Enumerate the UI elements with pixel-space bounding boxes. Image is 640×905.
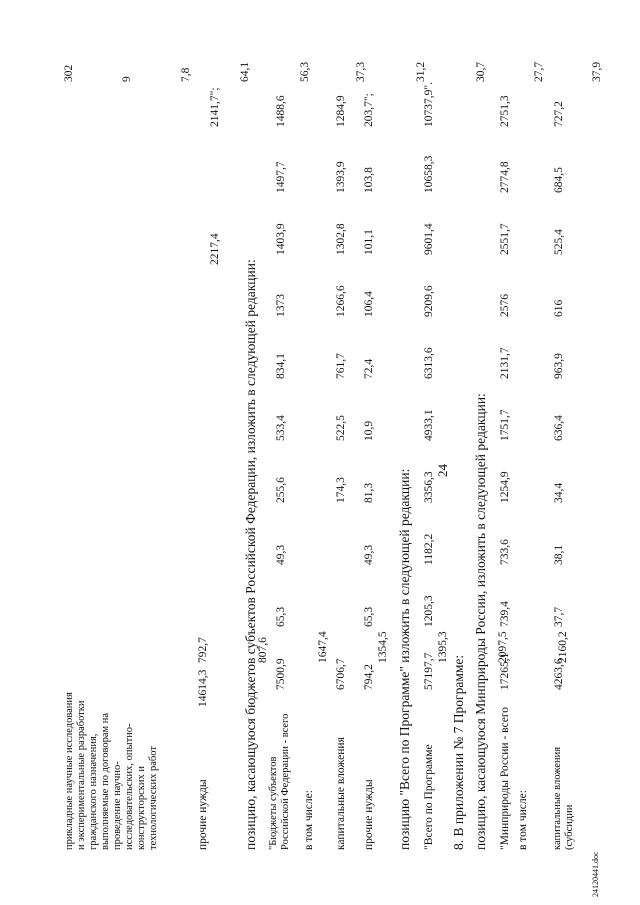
cell-mincap-y9: 727,2 xyxy=(553,101,565,127)
cell-regcap-y9: 1284,9 xyxy=(335,95,347,127)
cell-minprirody-y7: 2551,7 xyxy=(499,223,511,255)
cell-other-y5: 1395,3 xyxy=(437,631,449,663)
cell-minprirody-y8: 2774,8 xyxy=(499,161,511,193)
cell-research-y1: 9 xyxy=(121,76,133,82)
cell-mincap-y4: 636,4 xyxy=(553,415,565,441)
cell-regother-total: 794,2 xyxy=(363,664,375,690)
cell-mincap-y8: 684,5 xyxy=(553,167,565,193)
cell-regional-y1: 65,3 xyxy=(275,606,287,627)
cell-regional-total: 7500,9 xyxy=(275,658,287,690)
cell-minprirody-y9: 2751,3 xyxy=(499,95,511,127)
cell-program-y6: 9209,6 xyxy=(423,285,435,317)
cell-regional-y2: 49,3 xyxy=(275,544,287,565)
cell-minprirody-y2: 733,6 xyxy=(499,539,511,565)
cell-regother-y4: 10,9 xyxy=(363,420,375,441)
heading-program-total: позицию "Всего по Программе" изложить в следующей редакции: xyxy=(397,468,412,850)
cell-program-y8: 10658,3 xyxy=(423,155,435,193)
cell-research-y9: 37,9 xyxy=(591,61,603,82)
cell-other-y2: 807,6 xyxy=(257,637,269,663)
cell-minprirody-y4: 1751,7 xyxy=(499,409,511,441)
cell-other-y3: 1647,4 xyxy=(317,631,329,663)
cell-regother-y2: 49,3 xyxy=(363,544,375,565)
cell-minprirody-y3: 1254,9 xyxy=(499,471,511,503)
cell-other-y1: 792,7 xyxy=(197,637,209,663)
cell-regional-y9: 1488,6 xyxy=(275,95,287,127)
cell-regcap-y4: 522,5 xyxy=(335,415,347,441)
cell-research-y2: 7,8 xyxy=(180,67,192,82)
cell-regcap-y6: 1266,6 xyxy=(335,285,347,317)
cell-minprirody-y1: 739,4 xyxy=(499,601,511,627)
cell-other-y6: 2097,5 xyxy=(497,631,509,663)
cell-program-y3: 3356,3 xyxy=(423,471,435,503)
row-label-regional-budgets: "Бюджеты субъектов Российской Федерации - всего xyxy=(268,713,291,850)
cell-minprirody-y5: 2131,7 xyxy=(499,347,511,379)
row-label-applied-research: прикладные научные исследования и экспериментальные разработки гражданского назначения, выполняемые по договорам на проведение научно-исследовательских, опытно-конструкторских и технологических работ xyxy=(64,692,159,850)
cell-mincap-y6: 616 xyxy=(553,299,565,317)
cell-research-y5: 37,3 xyxy=(355,61,367,82)
cell-regother-y3: 81,3 xyxy=(363,482,375,503)
cell-program-total: 57197,7 xyxy=(423,652,435,690)
cell-regcap-total: 6706,7 xyxy=(335,658,347,690)
cell-program-y1: 1205,3 xyxy=(423,595,435,627)
row-label-other-needs: прочие нужды xyxy=(197,779,209,850)
cell-regcap-y3: 174,3 xyxy=(335,477,347,503)
cell-mincap-y2: 38,1 xyxy=(553,544,565,565)
cell-research-y8: 27,7 xyxy=(533,61,545,82)
heading-appendix-7: 8. В приложении № 7 Программе: xyxy=(451,654,466,850)
row-label-regional-capital: капитальные вложения xyxy=(335,737,347,850)
cell-regional-y7: 1403,9 xyxy=(275,223,287,255)
cell-regother-y5: 72,4 xyxy=(363,358,375,379)
row-sublabel-minprirody-including: в том числе: xyxy=(517,790,529,850)
cell-research-y4: 56,3 xyxy=(299,61,311,82)
cell-regother-y1: 65,3 xyxy=(363,606,375,627)
cell-regional-y4: 533,4 xyxy=(275,415,287,441)
cell-program-y7: 9601,4 xyxy=(423,223,435,255)
cell-research-y3: 64,1 xyxy=(239,61,251,82)
cell-minprirody-y6: 2576 xyxy=(499,294,511,317)
cell-minprirody-total: 17265,1 xyxy=(499,652,511,690)
cell-mincap-y7: 525,4 xyxy=(553,229,565,255)
cell-mincap-y5: 963,9 xyxy=(553,353,565,379)
cell-other-total: 14614,3 xyxy=(197,669,209,707)
cell-program-y9: 10737,9". xyxy=(423,82,435,127)
cell-regional-y3: 255,6 xyxy=(275,477,287,503)
cell-mincap-y3: 34,4 xyxy=(553,482,565,503)
cell-regother-y7: 101,1 xyxy=(363,229,375,255)
footer-doc-name: 24120441.doc xyxy=(591,851,600,897)
cell-regother-y6: 106,4 xyxy=(363,291,375,317)
cell-regcap-y5: 761,7 xyxy=(335,353,347,379)
cell-other-y9: 2141,7"; xyxy=(209,87,221,127)
cell-other-y4: 1354,5 xyxy=(377,631,389,663)
cell-regcap-y8: 1393,9 xyxy=(335,161,347,193)
cell-regional-y6: 1373 xyxy=(275,294,287,317)
heading-minprirody: позицию, касающуюся Минприроды России, изложить в следующей редакции: xyxy=(473,393,488,850)
row-sublabel-regional-including: в том числе: xyxy=(303,790,315,850)
cell-program-y5: 6313,6 xyxy=(423,347,435,379)
cell-mincap-total: 4263,6 xyxy=(553,658,565,690)
cell-research-y6: 31,2 xyxy=(415,61,427,82)
row-label-minprirody-capital: капитальные вложения (субсидии xyxy=(552,746,575,850)
cell-other-y8: 2217,4 xyxy=(209,233,221,265)
page-number: 24 xyxy=(435,464,450,477)
row-label-minprirody: "Минприроды России - всего xyxy=(499,706,511,850)
cell-mincap-y1: 37,7 xyxy=(553,606,565,627)
cell-program-y4: 4933,1 xyxy=(423,409,435,441)
row-label-regional-other: прочие нужды xyxy=(363,779,375,850)
row-label-program-total: "Всего по Программе xyxy=(423,744,435,850)
heading-regional-budgets: позицию, касающуюся бюджетов субъектов Российской Федерации, изложить в следующей редакции: xyxy=(243,259,258,850)
cell-regcap-y7: 1302,8 xyxy=(335,223,347,255)
cell-research-total: 302 xyxy=(63,64,75,82)
cell-regother-y9: 203,7"; xyxy=(363,93,375,127)
cell-regother-y8: 103,8 xyxy=(363,167,375,193)
cell-program-y2: 1182,2 xyxy=(423,533,435,565)
cell-regional-y8: 1497,7 xyxy=(275,161,287,193)
cell-other-y7: 2160,2 xyxy=(557,631,569,663)
cell-research-y7: 30,7 xyxy=(475,61,487,82)
cell-regional-y5: 834,1 xyxy=(275,353,287,379)
